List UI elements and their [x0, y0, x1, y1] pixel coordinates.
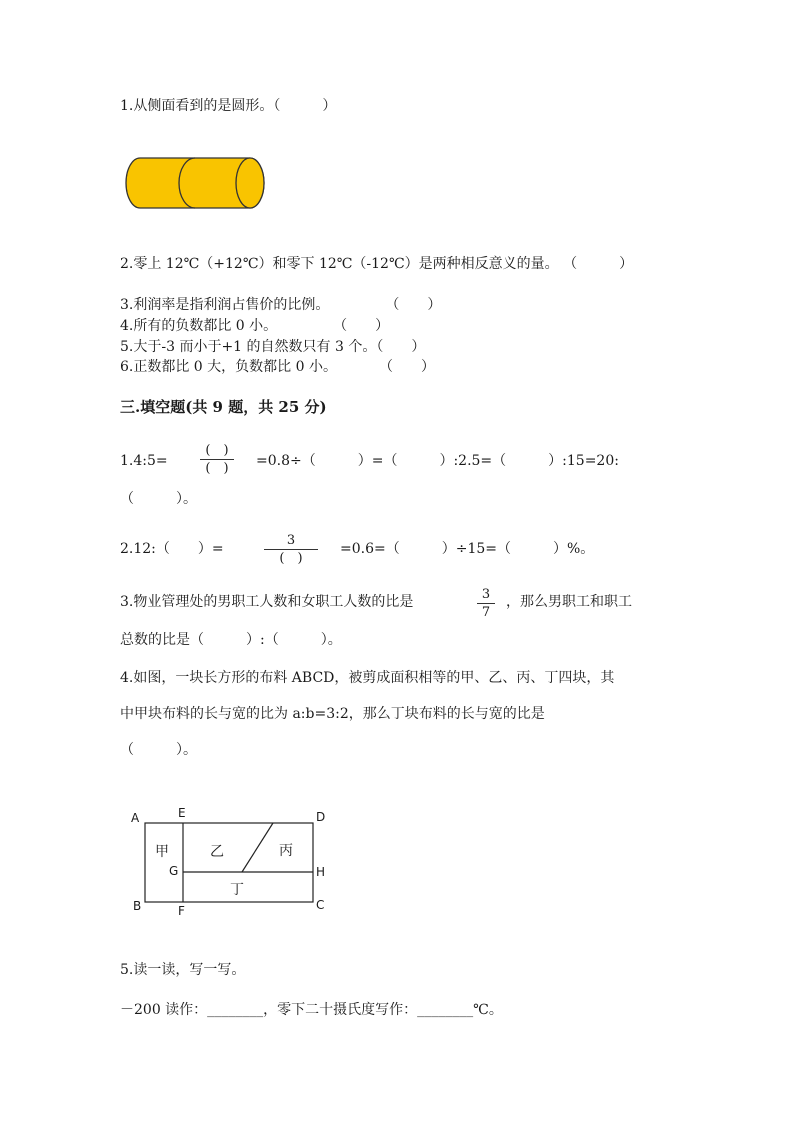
fill-q1-line2: （ ）。 — [120, 491, 197, 507]
fill-q5-line: －200 读作：________，零下二十摄氏度写作：________℃。 — [120, 1002, 503, 1018]
rectangle-diagram — [128, 806, 338, 918]
fraction-denominator: 7 — [481, 605, 491, 620]
fill-q3-line2: 总数的比是（ ）:（ ）。 — [120, 632, 342, 648]
fill-q1-fraction — [200, 443, 234, 476]
judge-q1: 1.从侧面看到的是圆形。（ ） — [120, 98, 337, 114]
fraction-numerator: 3 — [481, 587, 491, 602]
rectangle-figure — [128, 806, 338, 918]
label-e: E — [178, 806, 186, 820]
diagonal-cut — [242, 823, 273, 872]
cylinder-figure — [118, 150, 270, 216]
fraction-bar — [200, 459, 234, 460]
fill-q2-rest: =0.6=（ ）÷15=（ ）%。 — [340, 541, 595, 557]
label-g: G — [169, 864, 179, 878]
fill-q4-line1: 4.如图，一块长方形的布料 ABCD，被剪成面积相等的甲、乙、丙、丁四块，其 — [120, 670, 615, 686]
judge-q6: 6.正数都比 0 大，负数都比 0 小。 （ ） — [120, 359, 435, 375]
cylinder-end-face — [236, 158, 264, 208]
judge-q3: 3.利润率是指利润占售价的比例。 （ ） — [120, 297, 442, 313]
label-d: D — [316, 810, 326, 824]
fraction-numerator: 3 — [286, 533, 296, 548]
fraction-bar — [477, 603, 495, 604]
fraction-numerator: ( ) — [205, 443, 229, 458]
fill-q2-prefix: 2.12:（ ）= — [120, 541, 224, 557]
piece-bing: 丙 — [279, 843, 293, 859]
judge-q4: 4.所有的负数都比 0 小。 （ ） — [120, 318, 390, 334]
fill-q4-line2: 中甲块布料的长与宽的比为 a:b=3:2，那么丁块布料的长与宽的比是 — [120, 706, 545, 722]
label-f: F — [178, 904, 185, 918]
judge-q5: 5.大于-3 而小于+1 的自然数只有 3 个。（ ） — [120, 339, 426, 355]
section-title: 三.填空题(共 9 题，共 25 分) — [120, 398, 327, 416]
fill-q1-rest: =0.8÷（ ）=（ ）:2.5=（ ）:15=20: — [256, 453, 619, 469]
judge-q2: 2.零上 12℃（+12℃）和零下 12℃（-12℃）是两种相反意义的量。 （ ） — [120, 256, 634, 272]
piece-jia: 甲 — [155, 844, 169, 860]
fill-q3-rest: ，那么男职工和职工 — [506, 594, 632, 610]
piece-ding: 丁 — [230, 882, 244, 898]
piece-yi: 乙 — [210, 844, 224, 860]
fill-q2-fraction — [264, 533, 318, 566]
label-c: C — [316, 898, 325, 912]
label-h: H — [316, 865, 326, 879]
fill-q4-line3: （ ）。 — [120, 742, 197, 758]
fraction-denominator: ( ) — [205, 461, 229, 476]
label-a: A — [131, 811, 140, 825]
fraction-bar — [264, 549, 318, 550]
fill-q5-title: 5.读一读，写一写。 — [120, 962, 246, 978]
rectangle-abcd — [145, 823, 313, 902]
label-b: B — [133, 899, 142, 913]
fill-q1-prefix: 1.4:5= — [120, 453, 168, 469]
fill-q3-fraction — [477, 587, 495, 620]
fill-q3-prefix: 3.物业管理处的男职工人数和女职工人数的比是 — [120, 594, 414, 610]
fraction-denominator: ( ) — [279, 551, 303, 566]
